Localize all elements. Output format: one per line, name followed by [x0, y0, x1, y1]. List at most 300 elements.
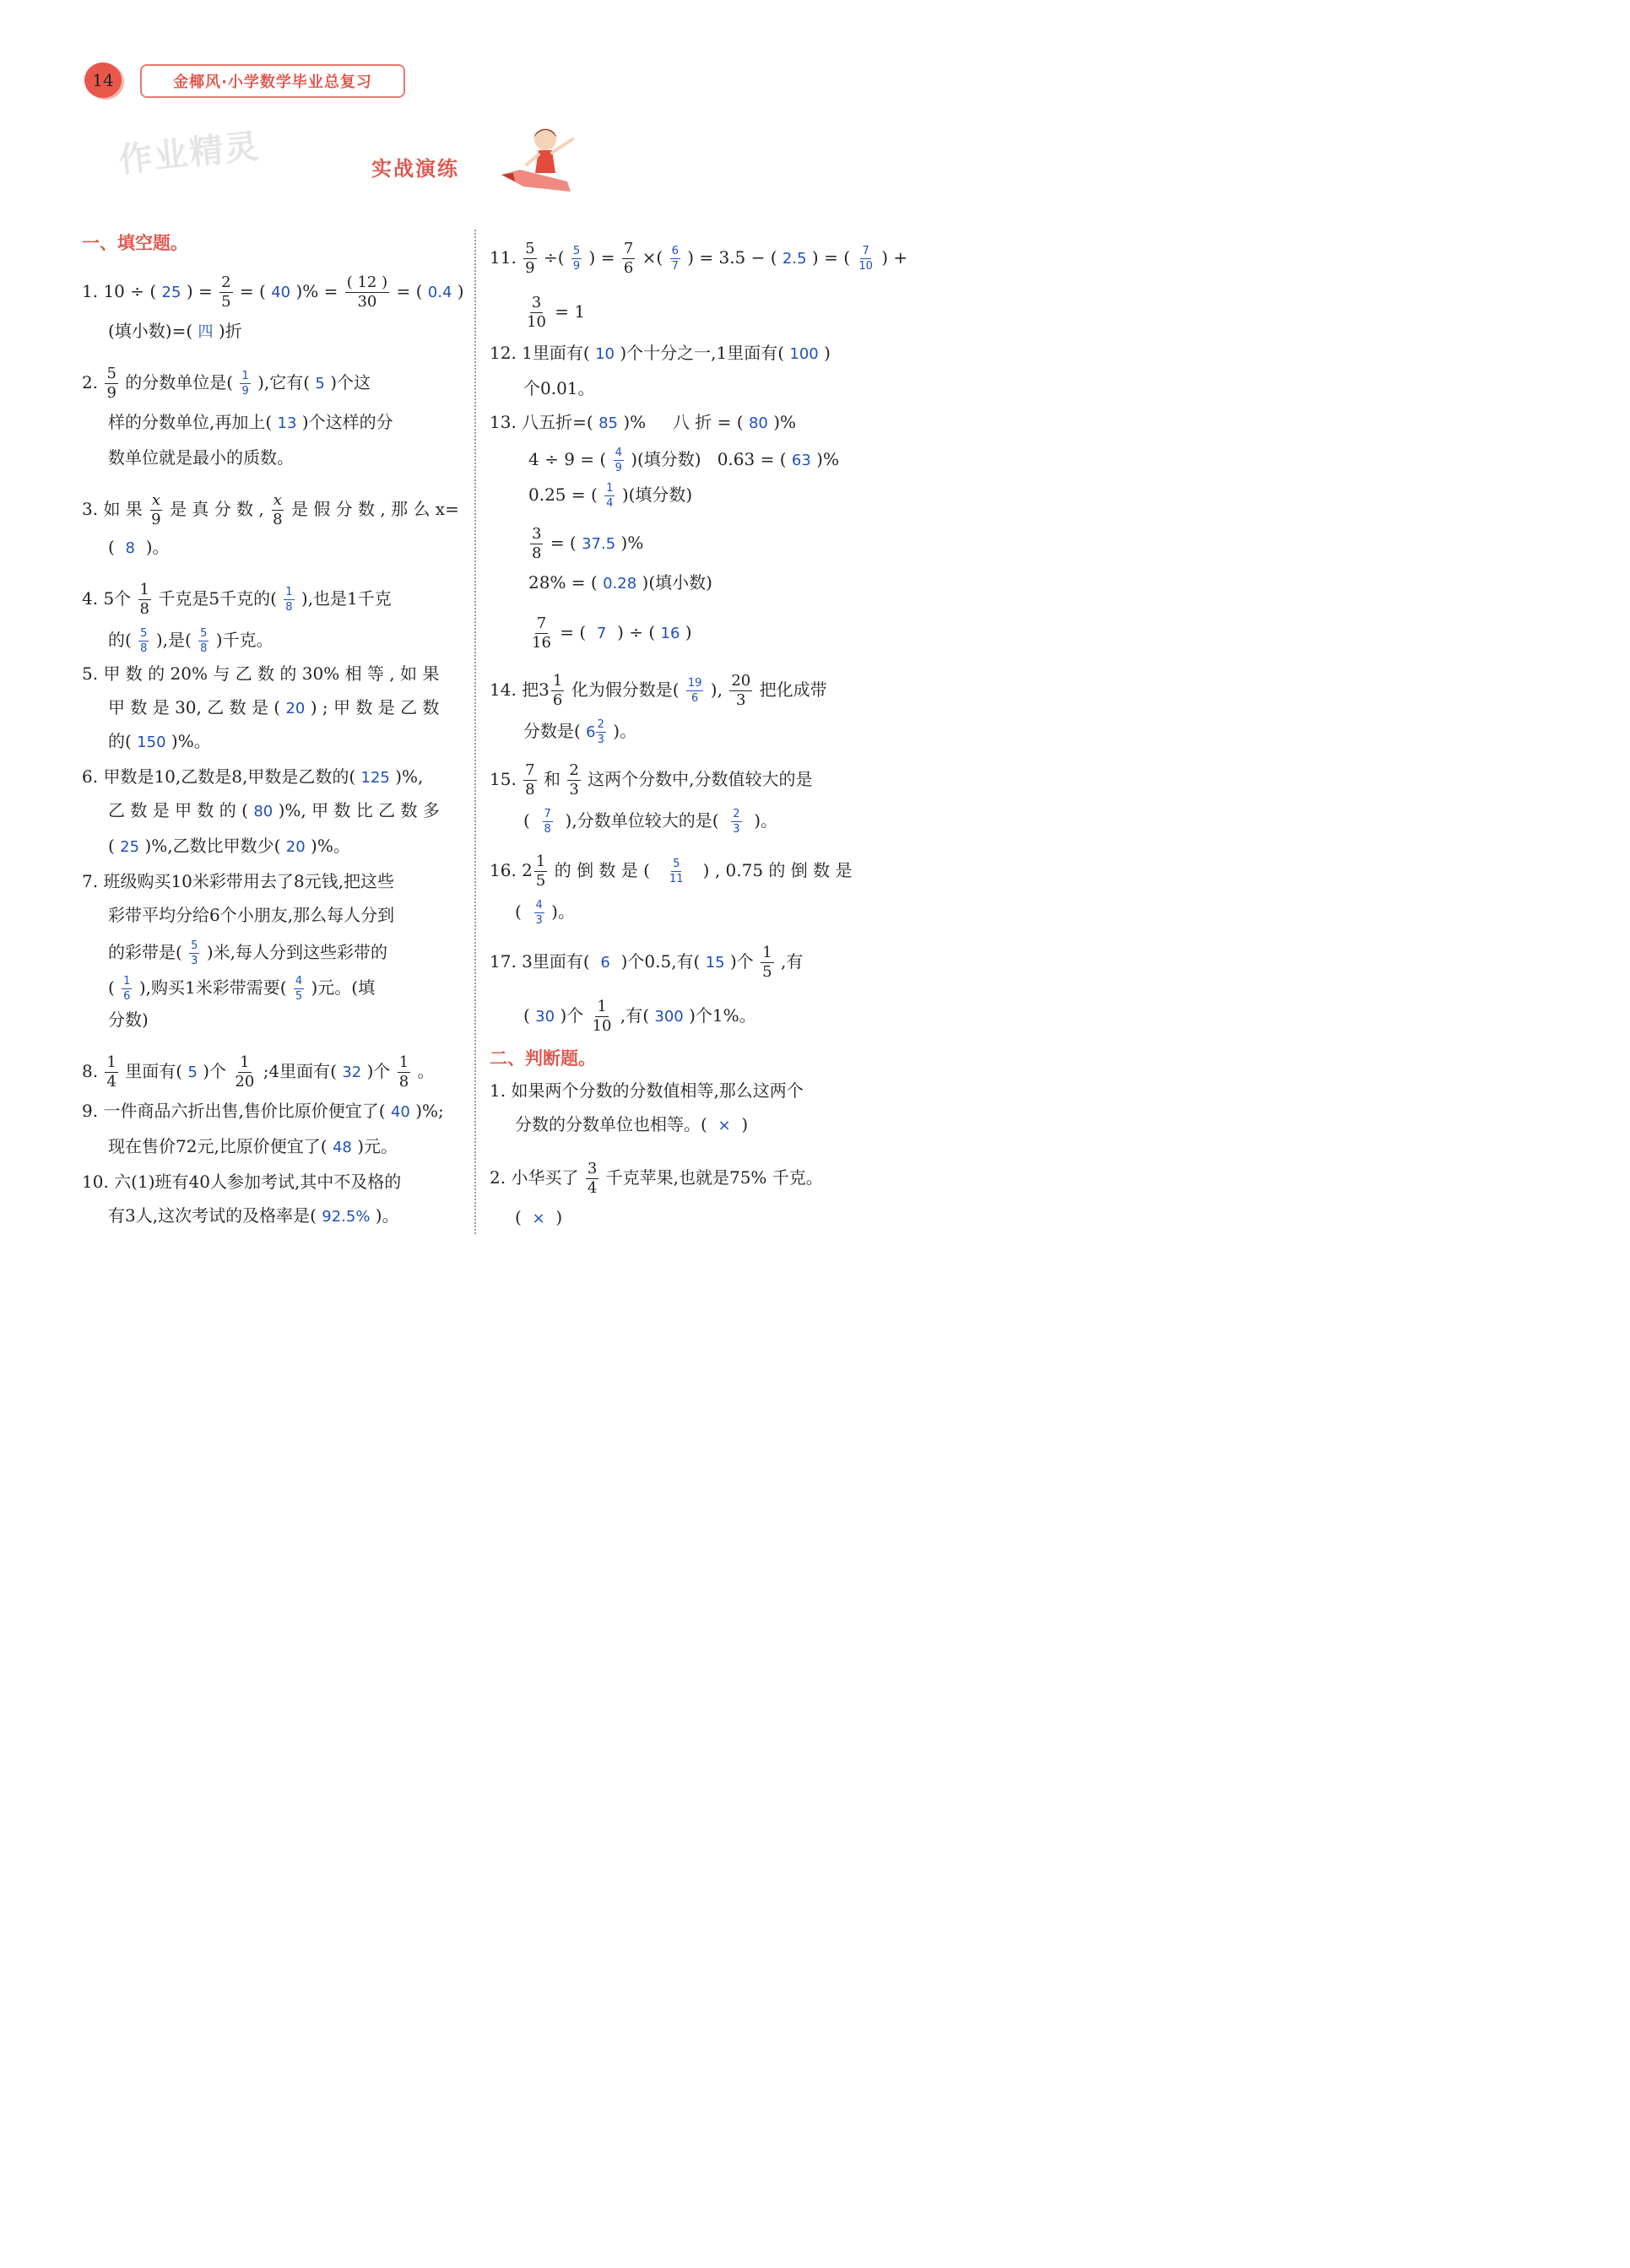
- denominator: 3: [569, 781, 579, 798]
- question-number: 16.: [490, 860, 517, 880]
- question-number: 1.: [490, 1080, 506, 1101]
- text: )个: [560, 1005, 584, 1026]
- answer: 8: [125, 539, 135, 557]
- text: )个1%。: [689, 1005, 756, 1026]
- text: 甲 数 的 20% 与 乙 数 的 30% 相 等 , 如 果: [103, 663, 440, 684]
- text: 六(1)班有40人参加考试,其中不及格的: [114, 1172, 402, 1192]
- text: )元。: [357, 1136, 398, 1156]
- text: 这两个分数中,分数值较大的是: [588, 769, 813, 789]
- question-number: 13.: [490, 412, 517, 432]
- denominator: 8: [273, 511, 283, 528]
- question-10-line-1: [82, 1172, 401, 1192]
- question-7-line-3: [108, 940, 387, 966]
- fraction: [523, 763, 536, 798]
- answer-fraction: [731, 809, 741, 835]
- numerator: 3: [587, 1160, 598, 1177]
- answer-fraction: [596, 719, 606, 745]
- text: 如 果: [103, 499, 143, 519]
- answer: 16: [660, 625, 680, 642]
- text: )%;: [415, 1101, 444, 1121]
- answer: 5: [187, 1064, 198, 1081]
- denominator: 5: [221, 293, 231, 311]
- question-12-line-2: 个0.01。: [523, 378, 595, 398]
- answer-fraction: [857, 246, 875, 272]
- text: )元。(填: [311, 977, 376, 998]
- question-11-line-2: [523, 295, 585, 330]
- answer-fraction: [189, 940, 199, 966]
- numerator: 1: [398, 1053, 409, 1071]
- text: (: [523, 1005, 530, 1026]
- question-14-line-1: [490, 674, 827, 708]
- text: ),是(: [155, 630, 192, 650]
- question-15-line-2: [523, 809, 777, 835]
- denominator: 4: [587, 1179, 598, 1197]
- question-number: 5.: [82, 663, 99, 684]
- text: 乙 数 是 甲 数 的 (: [108, 800, 248, 820]
- text: (: [108, 836, 115, 856]
- question-number: 10.: [82, 1172, 109, 1192]
- denominator: 4: [606, 497, 614, 510]
- text: ) ; 甲 数 是 乙 数: [310, 697, 440, 717]
- numerator: x: [151, 491, 160, 509]
- text: )。: [375, 1205, 399, 1226]
- answer: 6: [586, 723, 596, 741]
- text: )%。: [171, 731, 211, 751]
- denominator: 6: [623, 259, 634, 277]
- answer: 48: [332, 1139, 352, 1156]
- text: 2: [522, 860, 533, 880]
- text: )折: [218, 321, 242, 341]
- denominator: 9: [525, 259, 535, 277]
- question-3-line-2: [108, 537, 170, 559]
- fraction: [138, 582, 151, 617]
- answer: 85: [598, 414, 618, 432]
- text: (: [515, 1207, 522, 1227]
- text: ): [457, 281, 464, 301]
- denominator: 3: [535, 914, 543, 927]
- numerator: 1: [597, 998, 607, 1015]
- answer: 80: [253, 803, 273, 820]
- denominator: 6: [691, 692, 699, 705]
- judge-2-line-1: [490, 1161, 823, 1196]
- answer: 5: [315, 375, 325, 392]
- judge-1-line-2: [515, 1114, 748, 1136]
- denominator: 8: [544, 823, 551, 836]
- denominator: 5: [295, 990, 303, 1003]
- question-number: 8.: [82, 1061, 99, 1081]
- numerator: 20: [731, 672, 751, 690]
- denominator: 8: [285, 601, 293, 614]
- fraction: [530, 616, 553, 651]
- denominator: 6: [123, 990, 131, 1003]
- question-12-line-1: [490, 343, 831, 365]
- answer: 7: [596, 625, 607, 642]
- numerator: 1: [123, 975, 131, 988]
- denominator: 10: [592, 1017, 612, 1035]
- fraction: [149, 493, 162, 528]
- text: 4 ÷ 9 = (: [528, 449, 607, 469]
- question-13-line-2: [528, 447, 839, 474]
- text: 10 ÷ (: [103, 281, 157, 301]
- page-number-badge: [84, 62, 122, 98]
- numerator: 2: [733, 808, 740, 820]
- denominator: 9: [615, 462, 622, 474]
- question-number: 2.: [82, 372, 99, 392]
- answer-fraction: [294, 976, 304, 1002]
- numerator: 1: [240, 1053, 250, 1071]
- answer: 40: [390, 1103, 410, 1121]
- text: ;4里面有(: [263, 1061, 337, 1081]
- numerator: 5: [673, 858, 680, 870]
- text: 3里面有(: [522, 951, 590, 972]
- text: 把化成带: [759, 679, 827, 700]
- text: )千克。: [215, 630, 273, 650]
- denominator: 9: [241, 385, 249, 398]
- text: 是 真 分 数 ,: [169, 499, 264, 519]
- text: ) =: [588, 247, 615, 268]
- text: )个: [730, 951, 754, 972]
- section-fill-title: 一、填空题。: [82, 233, 188, 253]
- question-11-line-1: [490, 241, 907, 276]
- denominator: 8: [200, 642, 208, 655]
- text: 的(: [108, 630, 132, 650]
- denominator: 3: [733, 823, 740, 836]
- numerator: 1: [606, 482, 614, 495]
- fraction: [586, 1161, 598, 1196]
- numerator: 5: [106, 365, 116, 382]
- fraction: [530, 527, 543, 561]
- text: 现在售价72元,比原价便宜了(: [108, 1136, 328, 1156]
- book-title: 金椰风·小学数学毕业总复习: [173, 73, 372, 91]
- question-5-line-1: [82, 663, 439, 684]
- text: )个: [203, 1061, 227, 1081]
- question-number: 12.: [490, 343, 517, 363]
- text: 如果两个分数的分数值相等,那么这两个: [511, 1080, 804, 1101]
- text: 八五折=(: [522, 412, 593, 432]
- text: )(填分数): [621, 484, 693, 505]
- question-6-line-3: [108, 836, 350, 858]
- numerator: 4: [535, 899, 543, 912]
- text: = (: [239, 281, 266, 301]
- text: ),购买1米彩带需要(: [138, 977, 287, 998]
- question-1-line-1: [82, 275, 464, 310]
- text: 有3人,这次考试的及格率是(: [108, 1205, 317, 1226]
- question-16-line-1: [490, 854, 853, 889]
- answer: 25: [161, 284, 181, 301]
- denominator: 7: [671, 260, 679, 273]
- question-number: 15.: [490, 769, 517, 789]
- numerator: 7: [525, 761, 535, 779]
- text: (: [515, 901, 522, 922]
- text: 甲数是10,乙数是8,甲数是乙数的(: [103, 766, 356, 787]
- fraction: [398, 1055, 410, 1090]
- numerator: 7: [536, 614, 547, 632]
- question-number: 9.: [82, 1101, 99, 1121]
- question-number: 1.: [82, 281, 99, 301]
- answer-fraction: [571, 246, 582, 272]
- answer: 25: [120, 838, 140, 856]
- text: )。: [551, 901, 575, 922]
- denominator: 9: [572, 260, 581, 273]
- question-13-line-4: [528, 527, 643, 561]
- text: )。: [613, 721, 637, 741]
- numerator: 1: [535, 853, 546, 870]
- question-1-line-2: [108, 321, 242, 343]
- text: )米,每人分到这些彩带的: [206, 942, 387, 962]
- answer: 13: [277, 414, 297, 432]
- text: )%,: [395, 766, 424, 787]
- answer-fraction: [198, 628, 208, 654]
- question-number: 2.: [490, 1167, 506, 1188]
- fraction: [271, 493, 284, 528]
- numerator: 1: [106, 1053, 116, 1071]
- text: = 1: [555, 301, 586, 322]
- answer: 15: [705, 954, 725, 972]
- answer: 0.28: [603, 575, 637, 593]
- numerator: 7: [862, 245, 869, 257]
- question-number: 4.: [82, 588, 99, 609]
- text: )%,乙数比甲数少(: [144, 836, 281, 856]
- text: 。: [417, 1061, 435, 1081]
- question-6-line-2: [108, 800, 440, 822]
- question-10-line-2: [108, 1205, 399, 1227]
- question-number: 7.: [82, 871, 99, 891]
- answer: 63: [791, 452, 811, 469]
- question-13-line-5: [528, 572, 712, 594]
- judge-2-line-2: [515, 1207, 562, 1229]
- text: )个这: [330, 372, 371, 392]
- denominator: 10: [527, 313, 546, 331]
- fraction: [345, 275, 389, 310]
- text: )(填小数): [642, 572, 712, 593]
- answer: 37.5: [582, 535, 616, 553]
- question-2-line-3: 数单位就是最小的质数。: [108, 447, 294, 468]
- text: 班级购买10米彩带用去了8元钱,把这些: [103, 871, 394, 891]
- text: 28% = (: [528, 572, 598, 593]
- page-number: 14: [92, 70, 114, 90]
- answer: 20: [285, 700, 306, 717]
- denominator: 6: [552, 691, 563, 709]
- answer-fraction: [614, 447, 624, 474]
- answer-fraction: [240, 371, 250, 397]
- text: ) =: [186, 281, 213, 301]
- text: 和: [543, 769, 560, 789]
- denominator: 9: [151, 511, 161, 528]
- numerator: x: [273, 491, 282, 509]
- answer: ×: [718, 1117, 731, 1134]
- girl-on-pencil-illustration: [498, 122, 582, 203]
- numerator: 19: [687, 677, 702, 690]
- text: ),分数单位较大的是(: [565, 810, 719, 831]
- text: 把3: [522, 679, 550, 700]
- text: (: [523, 810, 530, 831]
- answer: ×: [532, 1210, 545, 1227]
- text: (: [108, 537, 115, 557]
- numerator: 7: [544, 808, 551, 820]
- numerator: 1: [241, 370, 249, 382]
- judge-1-line-1: [490, 1080, 804, 1101]
- fraction: [729, 674, 752, 708]
- numerator: 1: [552, 672, 563, 690]
- fraction: [567, 763, 580, 798]
- text: (填小数)=(: [108, 321, 193, 341]
- text: 0.25 = (: [528, 484, 598, 505]
- fraction: [525, 295, 548, 330]
- text: 的彩带是(: [108, 942, 182, 962]
- question-3-line-1: [82, 493, 459, 528]
- text: 的(: [108, 731, 132, 751]
- text: ): [685, 622, 692, 642]
- question-number: 3.: [82, 499, 99, 519]
- denominator: 4: [106, 1073, 116, 1091]
- answer: 92.5%: [322, 1208, 371, 1226]
- text: )%: [816, 449, 839, 469]
- text: 千克是5千克的(: [158, 588, 277, 609]
- text: ): [741, 1114, 749, 1134]
- question-2-line-1: [82, 366, 371, 401]
- book-title-box: [140, 64, 405, 98]
- text: ) = (: [811, 247, 850, 268]
- denominator: 5: [535, 872, 546, 890]
- question-number: 11.: [490, 247, 517, 268]
- question-8: [82, 1055, 435, 1090]
- text: ) = 3.5 − (: [687, 247, 777, 268]
- numerator: 5: [191, 939, 198, 952]
- text: )个十分之一,1里面有(: [620, 343, 785, 363]
- text: )。: [754, 810, 778, 831]
- question-number: 17.: [490, 951, 517, 972]
- text: )%。: [311, 836, 350, 856]
- answer: 四: [198, 323, 214, 341]
- numerator: 5: [525, 240, 535, 257]
- watermark: 作业精灵: [116, 127, 263, 181]
- text: )%: [773, 412, 797, 432]
- numerator: 5: [140, 627, 148, 640]
- numerator: 3: [532, 525, 542, 543]
- answer: 20: [285, 838, 306, 856]
- text: 0.63 = (: [717, 449, 787, 469]
- text: 千克苹果,也就是75% 千克。: [605, 1167, 823, 1188]
- question-7-line-2: 彩带平均分给6个小朋友,那么每人分到: [108, 905, 395, 925]
- answer-fraction: [670, 246, 680, 272]
- question-5-line-2: [108, 697, 439, 719]
- question-number: 14.: [490, 679, 517, 700]
- answer: 150: [137, 733, 166, 751]
- text: ),也是1千克: [301, 588, 392, 609]
- answer: 80: [748, 414, 768, 432]
- fraction: [591, 999, 614, 1034]
- answer: 0.4: [427, 284, 452, 301]
- denominator: 9: [106, 384, 116, 402]
- question-14-line-2: [523, 719, 636, 745]
- text: )个这样的分: [301, 412, 393, 432]
- fraction: [622, 241, 635, 276]
- question-17-line-1: [490, 945, 803, 980]
- numerator: 4: [295, 975, 303, 988]
- fraction: [523, 241, 536, 276]
- answer-fraction: [534, 900, 544, 926]
- question-17-line-2: [523, 999, 756, 1034]
- question-7-line-5: 分数): [108, 1010, 149, 1030]
- fraction: [551, 674, 564, 708]
- column-divider: [474, 230, 476, 1234]
- question-number: 6.: [82, 766, 99, 787]
- answer: 125: [360, 769, 390, 787]
- text: ),它有(: [257, 372, 311, 392]
- text: ) , 0.75 的 倒 数 是: [702, 860, 853, 880]
- answer: 100: [789, 345, 819, 363]
- text: )(填分数): [631, 449, 701, 469]
- text: 分数是(: [523, 721, 581, 741]
- text: ): [824, 343, 831, 363]
- answer: 300: [654, 1008, 684, 1026]
- numerator: 2: [597, 718, 604, 731]
- text: = (: [550, 533, 577, 553]
- question-2-line-2: [108, 412, 393, 434]
- question-4-line-2: [108, 628, 273, 654]
- denominator: 3: [736, 691, 746, 709]
- numerator: 5: [200, 627, 208, 640]
- text: 化为假分数是(: [571, 679, 680, 700]
- question-16-line-2: [515, 900, 575, 926]
- text: 样的分数单位,再加上(: [108, 412, 273, 432]
- text: 5个: [103, 588, 132, 609]
- denominator: 11: [669, 873, 684, 885]
- answer-fraction: [686, 678, 704, 704]
- question-13-line-3: [528, 483, 692, 509]
- question-9-line-1: [82, 1101, 444, 1123]
- denominator: 30: [357, 293, 377, 311]
- answer: 2.5: [782, 250, 807, 268]
- text: 里面有(: [125, 1061, 183, 1081]
- text: ,有: [780, 951, 804, 972]
- answer-fraction: [668, 858, 685, 885]
- denominator: 10: [858, 260, 873, 273]
- question-7-line-4: [108, 976, 375, 1002]
- answer-fraction: [122, 976, 132, 1002]
- text: )% =: [295, 281, 338, 301]
- text: ) ÷ (: [617, 622, 656, 642]
- numerator: 1: [762, 944, 772, 961]
- denominator: 8: [398, 1073, 409, 1091]
- text: )个0.5,有(: [620, 951, 701, 972]
- denominator: 3: [191, 955, 198, 967]
- numerator: 2: [221, 273, 231, 291]
- denominator: 8: [140, 642, 148, 655]
- denominator: 20: [235, 1073, 255, 1091]
- denominator: 3: [597, 733, 604, 746]
- numerator: 6: [671, 245, 679, 257]
- text: 的 倒 数 是 (: [554, 860, 650, 880]
- text: ) +: [881, 247, 908, 268]
- question-7-line-1: [82, 871, 394, 891]
- text: )%, 甲 数 比 乙 数 多: [278, 800, 440, 820]
- text: ×(: [642, 247, 663, 268]
- numerator: 1: [139, 581, 149, 598]
- question-6-line-1: [82, 766, 423, 788]
- text: 的分数单位是(: [125, 372, 234, 392]
- denominator: 8: [532, 544, 542, 562]
- denominator: 8: [525, 781, 535, 798]
- answer: 10: [595, 345, 615, 363]
- numerator: 7: [623, 240, 634, 257]
- text: )%: [623, 412, 647, 432]
- text: 一件商品六折出售,售价比原价便宜了(: [103, 1101, 386, 1121]
- answer-fraction: [604, 483, 615, 509]
- answer-fraction: [543, 809, 553, 835]
- fraction: [219, 275, 232, 310]
- text: 甲 数 是 30, 乙 数 是 (: [108, 697, 281, 717]
